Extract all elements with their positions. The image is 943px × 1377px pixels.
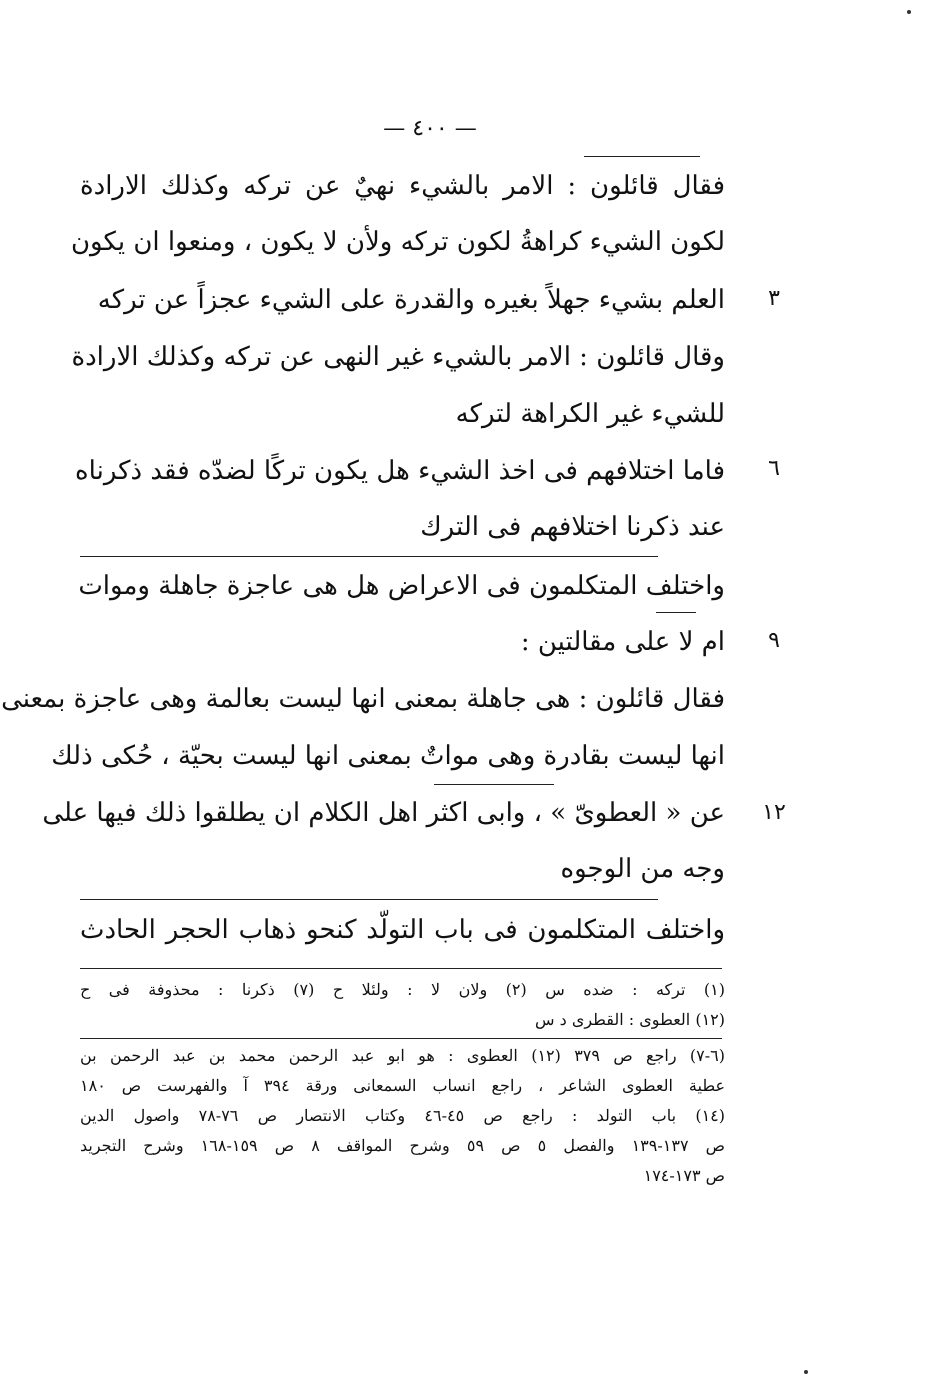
line-number-6: ٦ [768, 456, 780, 481]
body-line-4: وقال قائلون : الامر بالشيء غير النهى عن تركه وكذلك الارادة [71, 342, 725, 372]
body-line-5: للشيء غير الكراهة لتركه [455, 399, 725, 429]
section-rule-2 [80, 899, 658, 900]
body-line-13: وجه من الوجوه [560, 854, 725, 884]
body-line-7: عند ذكرنا اختلافهم فى الترك [420, 512, 725, 542]
body-line-8: واختلف المتكلمون فى الاعراض هل هى عاجزة جاهلة وموات [78, 571, 725, 601]
line-number-12: ١٢ [762, 800, 786, 825]
body-line-14: واختلف المتكلمون فى باب التولّد كنحو ذهاب الحجر الحادث [80, 915, 725, 945]
body-line-2: لكون الشيء كراهةُ لكون تركه ولأن لا يكون ، ومنعوا ان يكون [70, 227, 725, 257]
note-line-2: عطية العطوى الشاعر ، راجع انساب السمعانى ورقة ٣٩٤ آ والفهرست ص ١٨٠ [80, 1076, 726, 1095]
note-line-3: (١٤) باب التولد : راجع ص ٤٥-٤٦ وكتاب الانتصار ص ٧٦-٧٨ واصول الدين [80, 1106, 726, 1125]
underline-atawi [434, 784, 554, 785]
body-line-3: العلم بشيء جهلاً بغيره والقدرة على الشيء عجزاً عن تركه [97, 285, 725, 315]
overline-qaloon-1 [584, 156, 700, 157]
notes-separator [80, 1038, 722, 1039]
body-line-10: فقال قائلون : هى جاهلة بمعنى انها ليست بعالمة وهى عاجزة بمعنى [1, 684, 725, 714]
variant-line-1: (١) تركه : ضده س (٢) ولان لا : ولئلا ح (٧) ذكرنا : محذوفة فى ح [80, 980, 726, 999]
scan-speck [907, 10, 911, 14]
scan-speck-bottom [804, 1370, 808, 1374]
body-line-12: عن « العطوىّ » ، وابى اكثر اهل الكلام ان يطلقوا ذلك فيها على [42, 798, 725, 828]
body-line-6: فاما اختلافهم فى اخذ الشيء هل يكون تركًا لضدّه فقد ذكرناه [75, 456, 725, 486]
variant-line-2: (١٢) العطوى : القطرى د س [535, 1010, 725, 1029]
page-number: — ٤٠٠ — [383, 116, 477, 141]
note-line-5: ص ١٧٣-١٧٤ [643, 1166, 725, 1185]
body-line-9: ام لا على مقالتين : [520, 627, 725, 657]
line-number-3: ٣ [768, 286, 780, 311]
line-number-9: ٩ [768, 628, 780, 653]
body-line-11: انها ليست بقادرة وهى مواتٌ بمعنى انها ليست بحيّة ، حُكى ذلك [51, 741, 725, 771]
note-line-4: ص ١٣٧-١٣٩ والفصل ٥ ص ٥٩ وشرح المواقف ٨ ص ١٥٩-١٦٨ وشرح التجريد [80, 1136, 725, 1155]
note-line-1: (٦-٧) راجع ص ٣٧٩ (١٢) العطوى : هو ابو عبد الرحمن محمد بن عبد الرحمن بن [80, 1046, 725, 1065]
section-rule-1 [80, 556, 658, 557]
underline-maqalatayn [656, 612, 696, 613]
body-line-1: فقال قائلون : الامر بالشيء نهيٌ عن تركه وكذلك الارادة [80, 171, 725, 201]
footnote-separator [80, 968, 722, 969]
